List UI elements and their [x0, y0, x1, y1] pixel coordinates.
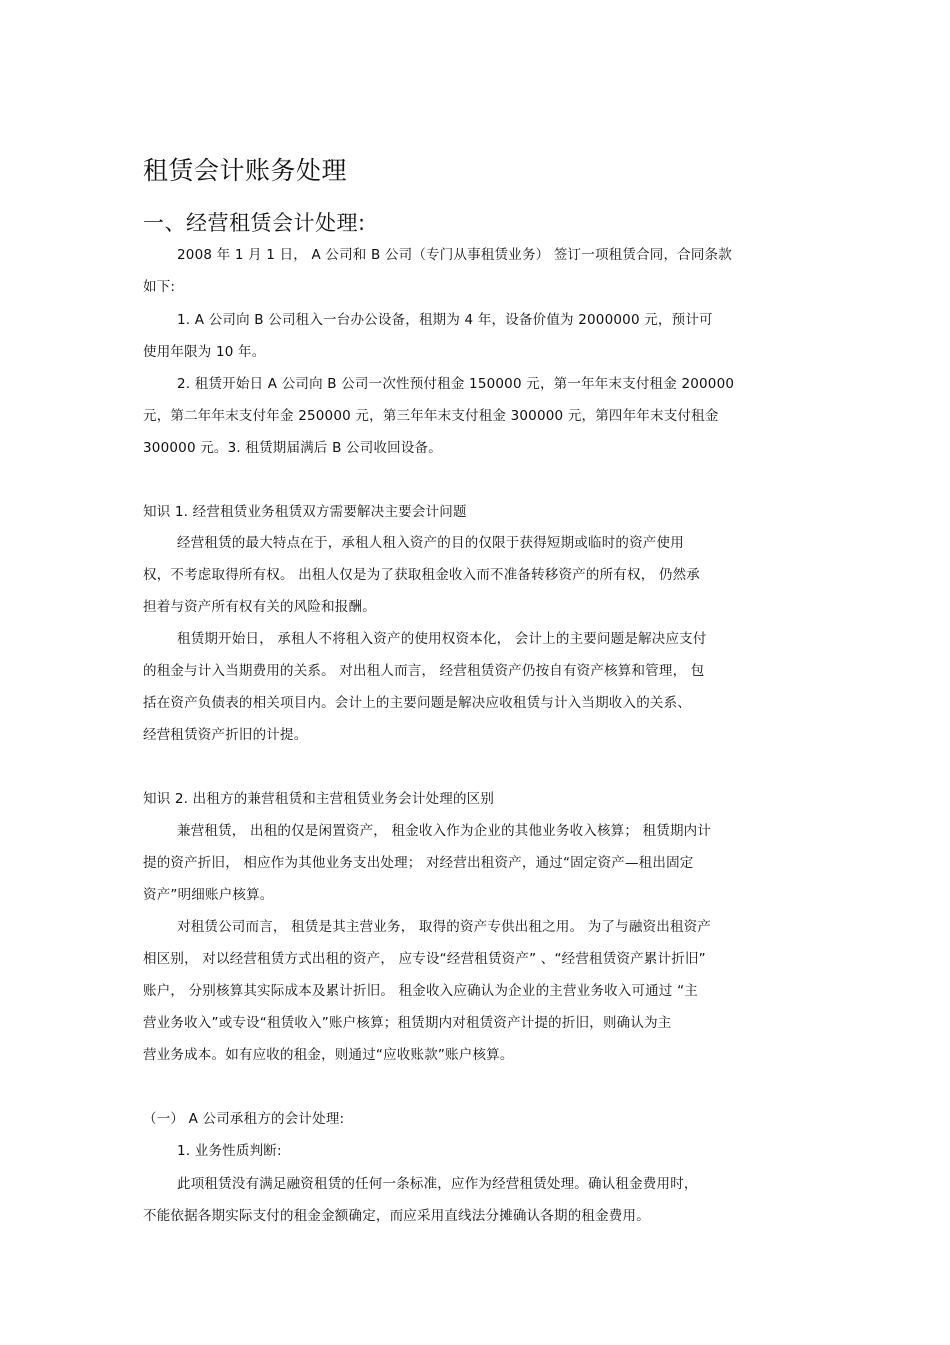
knowledge-1-paragraph-line: 租赁期开始日， 承租人不将租入资产的使用权资本化， 会计上的主要问题是解决应支付 [177, 631, 707, 647]
knowledge-2-paragraph-line: 兼营租赁， 出租的仅是闲置资产， 租金收入作为企业的其他业务收入核算； 租赁期内计 [177, 823, 712, 839]
knowledge-1-paragraph-line: 的租金与计入当期费用的关系。 对出租人而言， 经营租赁资产仍按自有资产核算和管理， 包 [143, 663, 705, 679]
section-heading-operating-lease: 一、经营租赁会计处理: [143, 211, 366, 235]
clause-2-line: 2. 租赁开始日 A 公司向 B 公司一次性预付租金 150000 元，第一年年末支付租金 200000 [177, 376, 735, 392]
knowledge-2-paragraph-line: 营业务收入”或专设“租赁收入”账户核算；租赁期内对租赁资产计提的折旧，则确认为主 [143, 1015, 672, 1031]
part-1-paragraph-line: 不能依据各期实际支付的租金金额确定，而应采用直线法分摊确认各期的租金费用。 [143, 1208, 650, 1224]
part-1-paragraph-line: 此项租赁没有满足融资租赁的任何一条标准，应作为经营租赁处理。确认租金费用时， [177, 1176, 698, 1192]
document-title: 租赁会计账务处理 [143, 156, 348, 185]
part-1-heading: （一） A 公司承租方的会计处理: [143, 1111, 345, 1127]
clause-1-line: 使用年限为 10 年。 [143, 344, 266, 360]
knowledge-1-paragraph-line: 担着与资产所有权有关的风险和报酬。 [143, 599, 376, 615]
knowledge-2-paragraph-line: 账户， 分别核算其实际成本及累计折旧。 租金收入应确认为企业的主营业务收入可通过 “主 [143, 983, 698, 999]
knowledge-2-paragraph-line: 提的资产折旧， 相应作为其他业务支出处理； 对经营出租资产，通过“固定资产—租出固定 [143, 855, 694, 871]
knowledge-1-paragraph-line: 经营租赁的最大特点在于，承租人租入资产的目的仅限于获得短期或临时的资产使用 [177, 535, 684, 551]
knowledge-1-paragraph-line: 权，不考虑取得所有权。 出租人仅是为了获取租金收入而不准备转移资产的所有权， 仍然承 [143, 567, 700, 583]
knowledge-2-paragraph-line: 资产”明细账户核算。 [143, 887, 274, 903]
case-intro-line: 如下: [143, 279, 176, 295]
knowledge-1-paragraph-line: 经营租赁资产折旧的计提。 [143, 727, 308, 743]
knowledge-2-heading: 知识 2. 出租方的兼营租赁和主营租赁业务会计处理的区别 [143, 791, 495, 807]
part-1-subheading: 1. 业务性质判断: [177, 1143, 282, 1159]
case-intro-line: 2008 年 1 月 1 日， A 公司和 B 公司（专门从事租赁业务） 签订一项租赁合同，合同条款 [177, 247, 732, 263]
knowledge-2-paragraph-line: 相区别， 对以经营租赁方式出租的资产， 应专设“经营租赁资产” 、“经营租赁资产累计折旧” [143, 951, 706, 967]
clause-1-line: 1. A 公司向 B 公司租入一台办公设备，租期为 4 年，设备价值为 2000000 元，预计可 [177, 312, 713, 328]
knowledge-1-heading: 知识 1. 经营租赁业务租赁双方需要解决主要会计问题 [143, 504, 467, 520]
clause-2-line: 300000 元。3. 租赁期届满后 B 公司收回设备。 [143, 440, 442, 456]
knowledge-2-paragraph-line: 营业务成本。如有应收的租金，则通过“应收账款”账户核算。 [143, 1047, 514, 1063]
knowledge-1-paragraph-line: 括在资产负债表的相关项目内。会计上的主要问题是解决应收租赁与计入当期收入的关系、 [143, 695, 691, 711]
clause-2-line: 元，第二年年末支付年金 250000 元，第三年年末支付租金 300000 元，第四年年末支付租金 [143, 408, 719, 424]
knowledge-2-paragraph-line: 对租赁公司而言， 租赁是其主营业务， 取得的资产专供出租之用。 为了与融资出租资产 [177, 919, 712, 935]
